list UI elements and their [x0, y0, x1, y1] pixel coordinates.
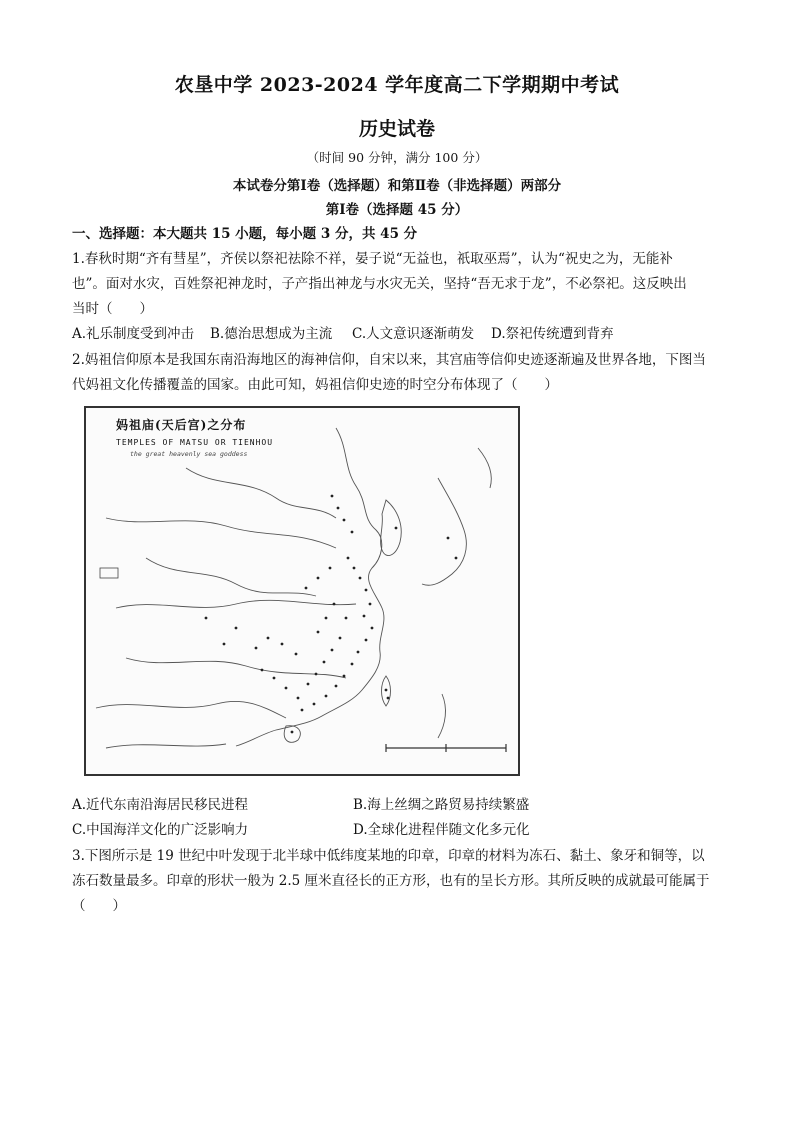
exam-time-score: （时间 90 分钟，满分 100 分） [306, 150, 488, 165]
q1-option-c[interactable]: C.人文意识逐渐萌发 [352, 326, 475, 342]
mazu-temples-map [84, 406, 520, 776]
part-one-heading: 第Ⅰ卷（选择题 45 分） [325, 202, 469, 218]
section-heading: 一、选择题：本大题共 15 小题，每小题 3 分，共 45 分 [72, 226, 418, 242]
q3-text-line-1: 3.下图所示是 19 世纪中叶发现于北半球中低纬度某地的印章，印章的材料为冻石、黏土、象牙和铜等，以 [72, 848, 705, 864]
q1-option-d[interactable]: D.祭祀传统遭到背弃 [491, 326, 614, 342]
exam-subject: 历史试卷 [358, 118, 435, 140]
map-title: 妈祖庙(天后宫)之分布 [116, 418, 247, 432]
map-english-title: TEMPLES OF MATSU OR TIENHOU [116, 438, 274, 447]
q1-option-a[interactable]: A.礼乐制度受到冲击 [72, 326, 195, 342]
q2-option-a[interactable]: A.近代东南沿海居民移民进程 [72, 797, 249, 813]
q1-text-line-3: 当时（ ） [72, 301, 153, 317]
q3-text-line-3: （ ） [72, 898, 126, 914]
q2-text-line-2: 代妈祖文化传播覆盖的国家。由此可知，妈祖信仰史迹的时空分布体现了（ ） [72, 377, 558, 393]
q1-text-line-1: 1.春秋时期“齐有彗星”，齐侯以祭祀祛除不祥，晏子说“无益也，祇取巫焉”，认为“祝史之为，无能补 [72, 251, 673, 267]
q1-text-line-2: 也”。面对水灾，百姓祭祀神龙时，子产指出神龙与水灾无关，坚持“吾无求于龙”，不必祭祀。这反映出 [72, 276, 687, 292]
q1-option-b[interactable]: B.德治思想成为主流 [210, 326, 333, 342]
q2-option-b[interactable]: B.海上丝绸之路贸易持续繁盛 [353, 797, 530, 813]
map-drawing [86, 408, 518, 774]
q2-option-c[interactable]: C.中国海洋文化的广泛影响力 [72, 822, 249, 838]
exam-title: 农垦中学 2023-2024 学年度高二下学期期中考试 [174, 74, 620, 96]
q2-option-d[interactable]: D.全球化进程伴随文化多元化 [353, 822, 530, 838]
q3-text-line-2: 冻石数量最多。印章的形状一般为 2.5 厘米直径长的正方形，也有的呈长方形。其所反映的成就最可能属于 [72, 873, 710, 889]
map-english-subtitle: the great heavenly sea goddess [130, 450, 248, 458]
q2-text-line-1: 2.妈祖信仰原本是我国东南沿海地区的海神信仰，自宋以来，其宫庙等信仰史迹逐渐遍及世界各地，下图当 [72, 352, 706, 368]
exam-structure-note: 本试卷分第Ⅰ卷（选择题）和第Ⅱ卷（非选择题）两部分 [232, 178, 562, 194]
